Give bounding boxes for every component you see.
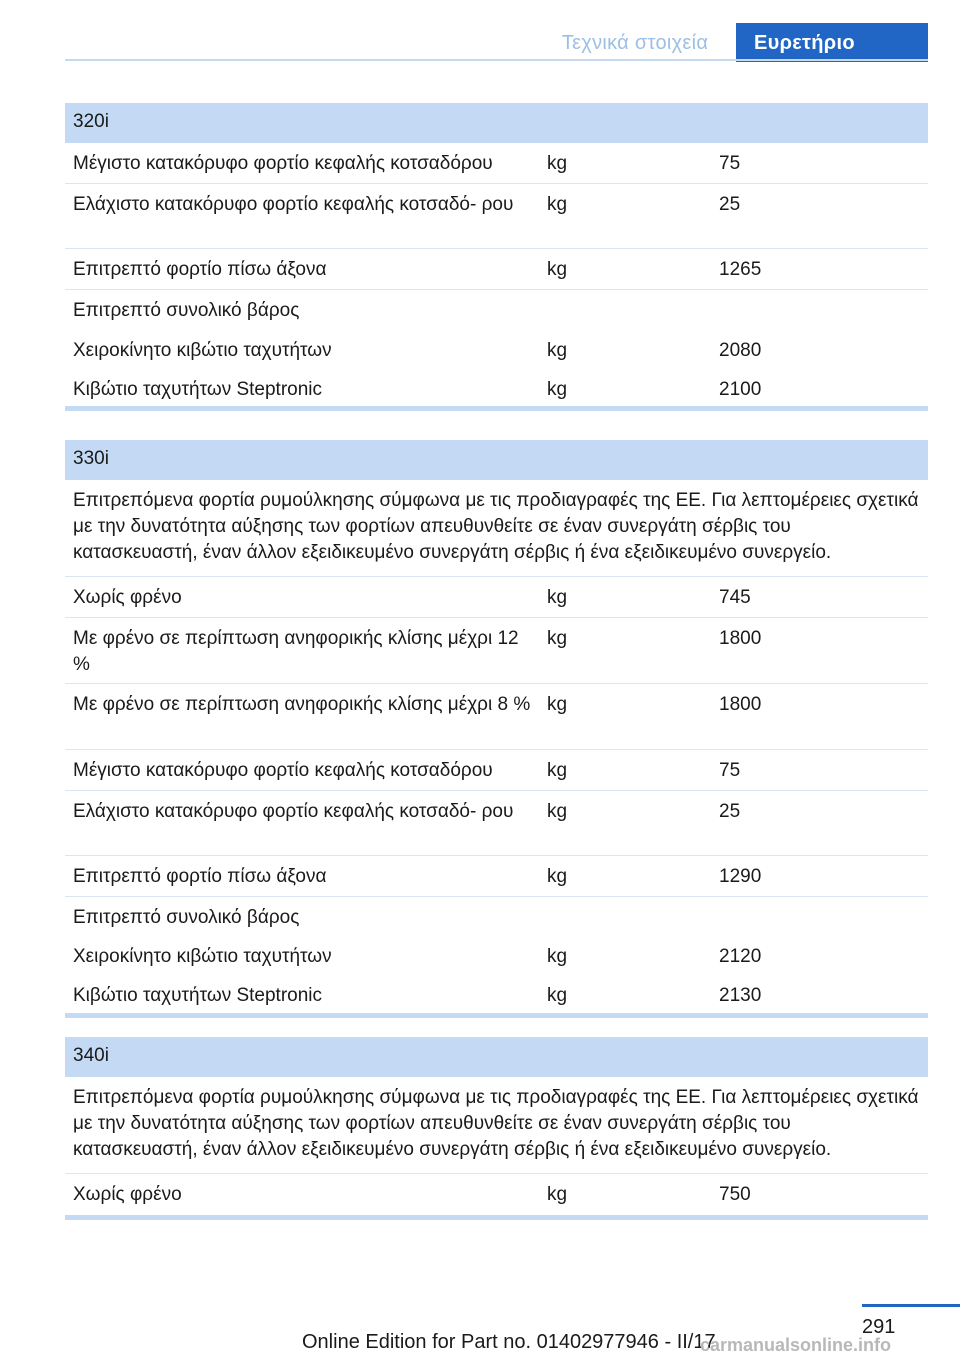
table-row	[65, 897, 928, 936]
row-label: Κιβώτιο ταχυτήτων Steptronic	[73, 379, 323, 400]
table-row	[65, 975, 928, 1013]
row-label: Ελάχιστο κατακόρυφο φορτίο κεφαλής κοτσαδό- ρου	[73, 801, 514, 822]
table-bottom-rule	[65, 406, 928, 411]
header-divider	[65, 59, 928, 61]
table-row	[65, 618, 928, 684]
table-row	[65, 856, 928, 897]
row-value: 750	[719, 1184, 751, 1205]
row-value: 2120	[719, 946, 762, 967]
row-value: 2080	[719, 340, 762, 361]
row-label: Χωρίς φρένο	[73, 587, 182, 608]
table-title-330i: 330i	[65, 440, 928, 480]
row-unit: kg	[547, 628, 568, 649]
row-label: Επιτρεπτό φορτίο πίσω άξονα	[73, 259, 327, 280]
row-value: 1265	[719, 259, 762, 280]
row-label: Επιτρεπτό φορτίο πίσω άξονα	[73, 866, 327, 887]
row-unit: kg	[547, 866, 568, 887]
row-label: Ελάχιστο κατακόρυφο φορτίο κεφαλής κοτσαδό- ρου	[73, 194, 514, 215]
row-label: Χωρίς φρένο	[73, 1184, 182, 1205]
row-unit: kg	[547, 587, 568, 608]
row-label: Επιτρεπτό συνολικό βάρος	[73, 907, 300, 928]
table-row	[65, 369, 928, 406]
watermark: carmanualsonline.info	[700, 1335, 892, 1355]
row-label: Χειροκίνητο κιβώτιο ταχυτήτων	[73, 340, 332, 361]
table-row	[65, 290, 928, 330]
row-unit: kg	[547, 801, 568, 822]
row-label: Μέγιστο κατακόρυφο φορτίο κεφαλής κοτσαδόρου	[73, 153, 493, 174]
table-row	[65, 791, 928, 856]
table-note: Επιτρεπόμενα φορτία ρυμούλκησης σύμφωνα με τις προδιαγραφές της ΕΕ. Για λεπτομέρειες σχετικά με την δυνατότητα αύξησης των φορτίων απευθυνθείτε σε έναν συνεργάτη σέρβις του κατασκευαστή, έναν άλλον εξειδικευμένο συνεργάτη σέρβις ή ένα εξειδικευμένο συνεργείο.	[65, 480, 928, 577]
table-340i	[65, 1037, 928, 1220]
table-title-320i: 320i	[65, 103, 928, 143]
row-value: 25	[719, 801, 741, 822]
table-row	[65, 249, 928, 290]
row-unit: kg	[547, 153, 568, 174]
edition-footer: Online Edition for Part no. 01402977946 - II/17	[302, 1331, 716, 1353]
row-unit: kg	[547, 985, 568, 1006]
table-320i	[65, 103, 928, 411]
row-unit: kg	[547, 946, 568, 967]
row-value: 75	[719, 760, 741, 781]
table-row	[65, 143, 928, 184]
table-bottom-rule	[65, 1013, 928, 1018]
nav-tab-technical-data[interactable]: Τεχνικά στοιχεία	[561, 32, 709, 54]
table-row	[65, 184, 928, 249]
table-row	[65, 936, 928, 975]
table-row	[65, 577, 928, 618]
row-value: 745	[719, 587, 751, 608]
table-row	[65, 330, 928, 369]
nav-tab-index[interactable]: Ευρετήριο	[736, 23, 928, 62]
table-330i	[65, 440, 928, 1018]
row-value: 1800	[719, 628, 762, 649]
table-row	[65, 684, 928, 750]
row-unit: kg	[547, 194, 568, 215]
page-number-rule	[862, 1304, 960, 1307]
row-value: 1290	[719, 866, 762, 887]
row-label: Με φρένο σε περίπτωση ανηφορικής κλίσης μέχρι 8 %	[73, 694, 531, 715]
row-unit: kg	[547, 259, 568, 280]
row-label: Μέγιστο κατακόρυφο φορτίο κεφαλής κοτσαδόρου	[73, 760, 493, 781]
row-label: Με φρένο σε περίπτωση ανηφορικής κλίσης μέχρι 12 %	[73, 628, 519, 675]
row-unit: kg	[547, 340, 568, 361]
table-row	[65, 1174, 928, 1215]
row-value: 2100	[719, 379, 762, 400]
row-unit: kg	[547, 760, 568, 781]
table-title-340i: 340i	[65, 1037, 928, 1077]
row-value: 1800	[719, 694, 762, 715]
row-unit: kg	[547, 379, 568, 400]
row-value: 2130	[719, 985, 762, 1006]
row-label: Επιτρεπτό συνολικό βάρος	[73, 300, 300, 321]
table-note: Επιτρεπόμενα φορτία ρυμούλκησης σύμφωνα με τις προδιαγραφές της ΕΕ. Για λεπτομέρειες σχετικά με την δυνατότητα αύξησης των φορτίων απευθυνθείτε σε έναν συνεργάτη σέρβις του κατασκευαστή, έναν άλλον εξειδικευμένο συνεργάτη σέρβις ή ένα εξειδικευμένο συνεργείο.	[65, 1077, 928, 1174]
table-row	[65, 750, 928, 791]
row-label: Χειροκίνητο κιβώτιο ταχυτήτων	[73, 946, 332, 967]
page-number: 291	[862, 1316, 896, 1338]
row-value: 75	[719, 153, 741, 174]
row-label: Κιβώτιο ταχυτήτων Steptronic	[73, 985, 323, 1006]
table-bottom-rule	[65, 1215, 928, 1220]
row-value: 25	[719, 194, 741, 215]
row-unit: kg	[547, 1184, 568, 1205]
row-unit: kg	[547, 694, 568, 715]
